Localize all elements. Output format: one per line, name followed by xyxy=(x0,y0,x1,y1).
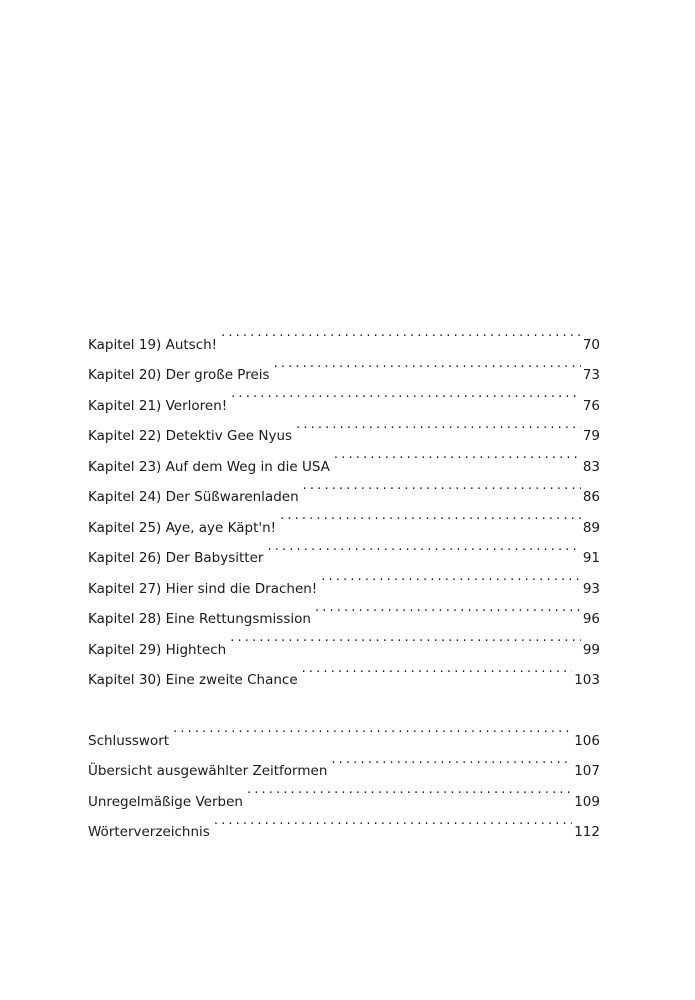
toc-entry-page: 70 xyxy=(582,336,600,353)
dot-leader xyxy=(214,806,572,837)
toc-entry-title: Kapitel 19) Autsch! xyxy=(88,336,218,353)
dot-leader xyxy=(296,410,581,441)
toc-entry-title: Kapitel 26) Der Babysitter xyxy=(88,550,264,566)
dot-leader xyxy=(280,501,581,532)
toc-entry-title: Unregelmäßige Verben xyxy=(88,793,243,810)
toc-entry-title: Kapitel 25) Aye, aye Käpt'n! xyxy=(88,519,277,536)
dot-leader xyxy=(247,775,572,806)
dot-leader xyxy=(230,623,581,654)
toc-entry-page: 99 xyxy=(582,641,600,658)
dot-leader xyxy=(321,562,581,593)
dot-leader xyxy=(173,714,572,745)
toc-entry-title: Kapitel 29) Hightech xyxy=(88,641,227,658)
toc-entry-title: Kapitel 27) Hier sind die Drachen! xyxy=(88,580,318,597)
toc-entry xyxy=(88,714,600,749)
toc-entry-title: Kapitel 30) Eine zweite Chance xyxy=(88,672,298,688)
toc-entry-title: Kapitel 22) Detektiv Gee Nyus xyxy=(88,428,293,444)
dot-leader xyxy=(334,440,581,471)
toc-entry-title: Kapitel 28) Eine Rettungsmission xyxy=(88,611,311,627)
toc-entry-page: 76 xyxy=(582,397,600,414)
toc-entry-title: Kapitel 23) Auf dem Weg in die USA xyxy=(88,458,330,475)
dot-leader xyxy=(267,532,580,563)
toc-entry-title: Übersicht ausgewählter Zeitformen xyxy=(88,763,328,779)
toc-entry-title: Wörterverzeichnis xyxy=(88,824,210,840)
toc-entry-page: 112 xyxy=(574,824,600,840)
toc-entry xyxy=(88,318,600,353)
toc-entry-page: 109 xyxy=(574,793,600,810)
toc-entry-page: 96 xyxy=(582,611,600,627)
toc-entry-page: 79 xyxy=(582,428,600,444)
toc-entry-page: 86 xyxy=(582,489,600,505)
toc-entry-page: 91 xyxy=(582,550,600,566)
dot-leader xyxy=(331,745,572,776)
toc-entry-title: Kapitel 20) Der große Preis xyxy=(88,367,270,383)
dot-leader xyxy=(274,349,581,380)
toc-entry-title: Kapitel 24) Der Süßwarenladen xyxy=(88,489,299,505)
toc-entry-page: 73 xyxy=(582,367,600,383)
toc-entry-page: 89 xyxy=(582,519,600,536)
toc-entry-page: 83 xyxy=(582,458,600,475)
toc-entry-title: Schlusswort xyxy=(88,732,170,749)
dot-leader xyxy=(221,318,581,349)
dot-leader xyxy=(315,593,581,624)
toc-entry-title: Kapitel 21) Verloren! xyxy=(88,397,228,414)
toc-chapter-list xyxy=(88,318,600,688)
dot-leader xyxy=(303,471,581,502)
toc-appendix-list xyxy=(88,714,600,840)
toc-entry-page: 106 xyxy=(574,732,600,749)
toc-entry-page: 107 xyxy=(574,763,600,779)
toc-entry-page: 93 xyxy=(582,580,600,597)
dot-leader xyxy=(231,379,581,410)
toc-entry-page: 103 xyxy=(574,672,600,688)
dot-leader xyxy=(302,654,573,685)
